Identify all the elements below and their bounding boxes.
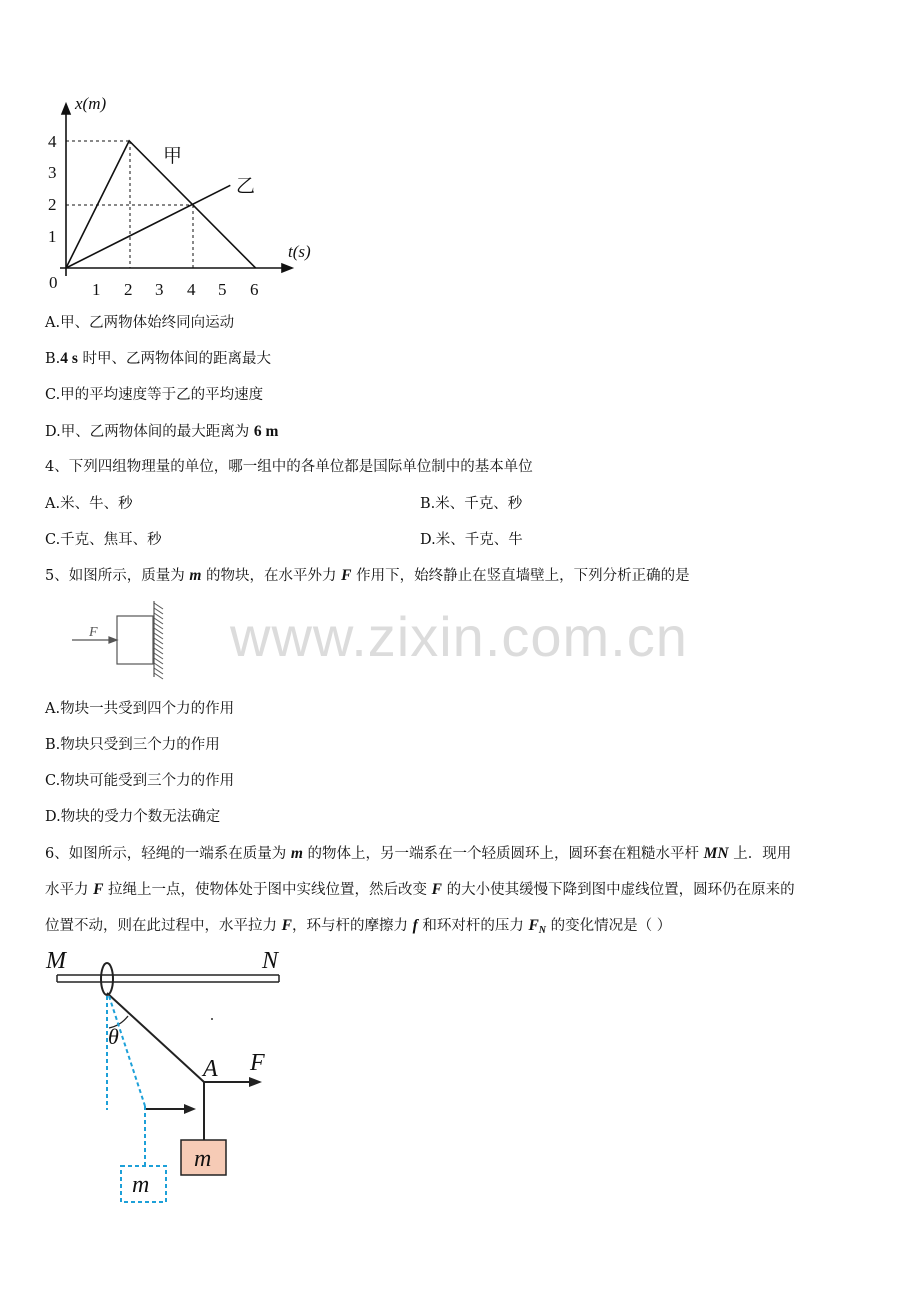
label-theta: θ (108, 1024, 119, 1049)
curve-label-jia: 甲 (163, 145, 183, 167)
wall-hatch-line (154, 608, 163, 614)
wall-hatch-line (154, 613, 163, 619)
q6-l3-c: 和环对杆的压力 (417, 918, 529, 934)
q6-stem-line3 (45, 916, 671, 941)
x-axis-label: t(s) (288, 242, 311, 261)
label-A: A (203, 1056, 218, 1082)
q4-option-d: D.米、千克、牛 (420, 532, 523, 548)
q3-option-b (45, 349, 271, 369)
q5-stem-part1: 5、如图所示，质量为 (45, 568, 190, 584)
label-m-solid: m (194, 1146, 212, 1172)
label-N: N (262, 948, 279, 974)
x-tick-6: 6 (250, 280, 259, 299)
series-line-yi (66, 185, 230, 268)
q6-l3-a: 位置不动，则在此过程中，水平拉力 (45, 918, 282, 934)
q3-option-b-prefix: B. (45, 351, 61, 367)
q5-option-c: C.物块可能受到三个力的作用 (45, 773, 235, 789)
dashed-force-arrow-head (184, 1104, 196, 1114)
force-F-arrow-head (249, 1077, 262, 1087)
q6-l1-b: 的物体上，另一端系在一个轻质圆环上，圆环套在粗糙水平杆 (302, 846, 704, 862)
x-tick-4: 4 (187, 280, 196, 299)
wall-hatch-line (154, 618, 163, 624)
x-tick-2: 2 (124, 280, 133, 299)
xt-graph (0, 80, 330, 310)
q6-l3-FN-main: F (528, 917, 539, 934)
wall-hatch-line (154, 668, 163, 674)
label-M: M (46, 948, 66, 974)
q4-option-b: B.米、千克、秒 (420, 496, 523, 512)
block (117, 616, 153, 664)
t-axis-arrow (282, 264, 292, 272)
q4-option-a: A.米、牛、秒 (45, 496, 133, 512)
stray-dot (211, 1018, 213, 1020)
label-F: F (250, 1050, 265, 1076)
q6-l3-f: f (412, 917, 418, 934)
origin-label: 0 (49, 273, 58, 292)
q3-option-a: A.甲、乙两物体始终同向运动 (45, 315, 235, 331)
y-tick-3: 3 (48, 163, 57, 182)
q3-option-c: C.甲的平均速度等于乙的平均速度 (45, 387, 264, 403)
q6-l3-d: 的变化情况是（ ） (546, 918, 672, 934)
q5-stem (45, 566, 690, 586)
q5-stem-part3: 作用下，始终静止在竖直墙壁上，下列分析正确的是 (351, 568, 690, 584)
q6-l1-m: m (290, 845, 303, 862)
q6-l2-F2: F (431, 881, 443, 898)
q6-l2-a: 水平力 (45, 882, 94, 898)
q6-l1-c: 上．现用 (728, 846, 792, 862)
x-axis-arrow (62, 104, 70, 114)
q6-l3-FN-sub: N (538, 925, 547, 936)
watermark: www.zixin.com.cn (230, 605, 688, 668)
series-line-jia (66, 141, 256, 268)
q3-option-d (45, 422, 278, 442)
x-tick-1: 1 (92, 280, 101, 299)
q5-stem-m: m (189, 567, 202, 584)
y-tick-1: 1 (48, 227, 57, 246)
q6-l2-F: F (93, 881, 104, 898)
wall-hatch-line (154, 643, 163, 649)
wall-hatch-line (154, 653, 163, 659)
wall-hatch-line (154, 673, 163, 679)
q6-l1-MN: MN (703, 845, 729, 862)
q6-l3-F: F (281, 917, 292, 934)
q6-l3-FN (528, 917, 546, 934)
x-tick-3: 3 (155, 280, 164, 299)
wall-hatch-line (154, 633, 163, 639)
wall-hatch-line (154, 663, 163, 669)
x-tick-5: 5 (218, 280, 227, 299)
q6-stem-line1 (45, 844, 791, 864)
q5-stem-F: F (341, 567, 352, 584)
q5-option-a: A.物块一共受到四个力的作用 (45, 701, 235, 717)
y-tick-2: 2 (48, 195, 57, 214)
wall-hatch-line (154, 623, 163, 629)
rod-ring-figure (40, 943, 340, 1213)
q5-stem-part2: 的物块，在水平外力 (201, 568, 342, 584)
fig-force-label: F (89, 625, 98, 640)
q6-l3-b: ，环与杆的摩擦力 (291, 918, 413, 934)
y-tick-4: 4 (48, 132, 57, 151)
q3-option-b-time: 4 s (60, 350, 78, 367)
q3-option-d-value: 6 m (253, 423, 279, 440)
q6-l2-c: 的大小使其缓慢下降到图中虚线位置，圆环仍在原来的 (442, 882, 795, 898)
y-axis-label: x(m) (75, 94, 107, 113)
curve-label-yi: 乙 (236, 175, 256, 197)
wall-block-figure (70, 597, 190, 687)
ring (101, 963, 113, 995)
wall-hatch-line (154, 628, 163, 634)
q3-option-d-text: D.甲、乙两物体间的最大距离为 (45, 424, 254, 440)
q4-stem: 4、下列四组物理量的单位，哪一组中的各单位都是国际单位制中的基本单位 (45, 459, 533, 475)
wall-hatch-line (154, 658, 163, 664)
q5-option-d: D.物块的受力个数无法确定 (45, 809, 221, 825)
label-m-dashed: m (132, 1172, 150, 1198)
wall-hatch-line (154, 648, 163, 654)
q5-option-b: B.物块只受到三个力的作用 (45, 737, 220, 753)
q6-l2-b: 拉绳上一点，使物体处于图中实线位置，然后改变 (103, 882, 432, 898)
q3-option-b-text: 时甲、乙两物体间的距离最大 (77, 351, 272, 367)
wall-hatch-line (154, 638, 163, 644)
q6-stem-line2 (45, 880, 795, 900)
q6-l1-a: 6、如图所示，轻绳的一端系在质量为 (45, 846, 291, 862)
wall-hatch-line (154, 603, 163, 609)
q4-option-c: C.千克、焦耳、秒 (45, 532, 162, 548)
force-arrow-head (109, 637, 117, 643)
